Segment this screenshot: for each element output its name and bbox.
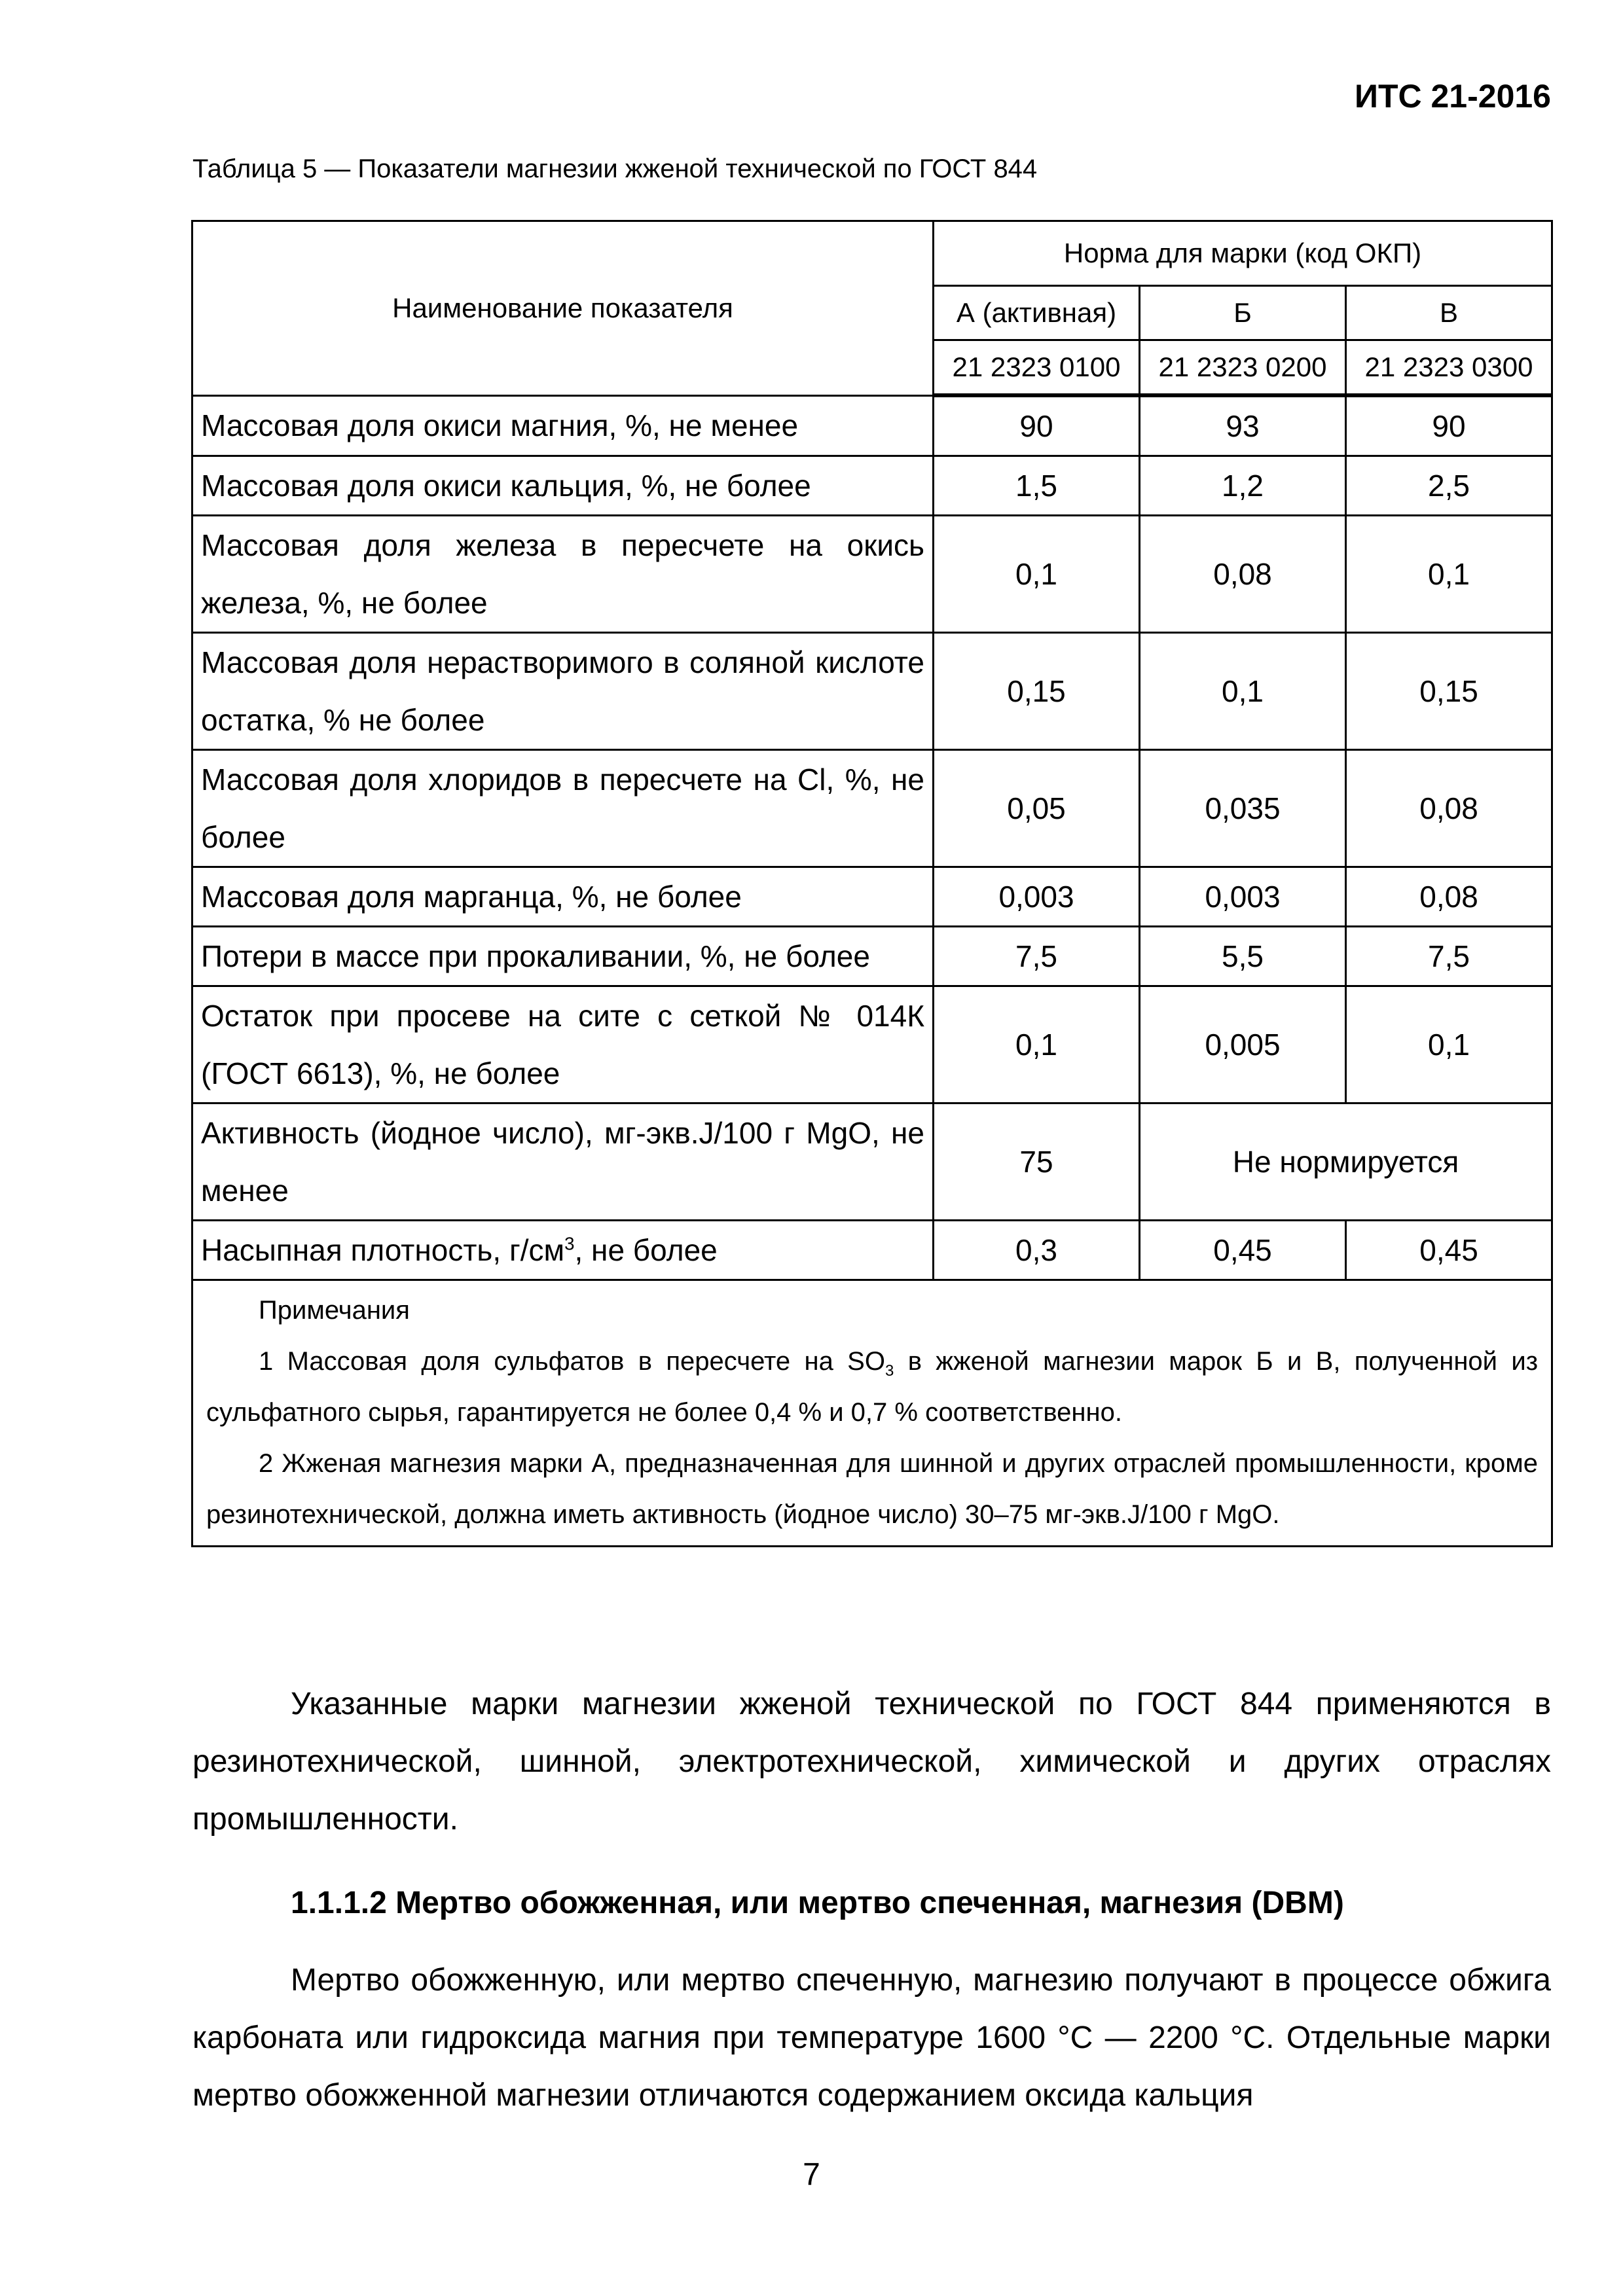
table-row xyxy=(192,633,1552,750)
value-grade-a: 0,15 xyxy=(934,633,1140,750)
value-grade-c: 0,15 xyxy=(1346,633,1552,750)
value-grade-a: 0,003 xyxy=(934,867,1140,927)
value-grade-c: 90 xyxy=(1346,395,1552,456)
value-grade-b: 5,5 xyxy=(1140,927,1346,986)
value-grade-b: 0,45 xyxy=(1140,1221,1346,1280)
header-grade-a: А (активная) xyxy=(934,286,1140,340)
table-caption: Таблица 5 — Показатели магнезии жженой технической по ГОСТ 844 xyxy=(192,154,1038,183)
table-notes xyxy=(192,1280,1552,1547)
note-2: 2 Жженая магнезия марки А, предназначенная для шинной и других отраслей промышленности, кроме резинотехнической, должна иметь активность (йодное число) 30–75 мг-экв.J/100 г MgO. xyxy=(206,1449,1539,1529)
row-name: Массовая доля окиси магния, %, не менее xyxy=(192,395,934,456)
row-name: Остаток при просеве на сите с сеткой № 014К (ГОСТ 6613), %, не более xyxy=(192,986,934,1103)
document-code: ИТС 21-2016 xyxy=(1355,78,1551,115)
notes-title: Примечания xyxy=(259,1296,410,1325)
table-row xyxy=(192,456,1552,516)
value-grade-c: 0,1 xyxy=(1346,516,1552,633)
value-grade-c: 7,5 xyxy=(1346,927,1552,986)
paragraph-grades-application: Указанные марки магнезии жженой технической по ГОСТ 844 применяются в резинотехнической, шинной, электротехнической, химической и других отраслях промышленности. xyxy=(192,1687,1551,1837)
row-name: Массовая доля нерастворимого в соляной кислоте остатка, % не более xyxy=(192,633,934,750)
section-heading: 1.1.1.2 Мертво обожженная, или мертво спеченная, магнезия (DBM) xyxy=(291,1886,1344,1920)
page-number: 7 xyxy=(803,2157,820,2192)
table-row xyxy=(192,986,1552,1103)
value-grade-b: 0,08 xyxy=(1140,516,1346,633)
paragraph-dbm-production: Мертво обожженную, или мертво спеченную, магнезию получают в процессе обжига карбоната или гидроксида магния при температуре 1600 °С — 2200 °С. Отдельные марки мертво обожженной магнезии отличаются содержанием оксида кальция xyxy=(192,1963,1551,2113)
table-row xyxy=(192,927,1552,986)
value-grade-b: 0,003 xyxy=(1140,867,1346,927)
value-grade-a: 7,5 xyxy=(934,927,1140,986)
value-grade-a: 0,1 xyxy=(934,986,1140,1103)
table-row xyxy=(192,1103,1552,1221)
value-grades-b-c: Не нормируется xyxy=(1140,1103,1552,1221)
row-name: Активность (йодное число), мг-экв.J/100 г MgO, не менее xyxy=(192,1103,934,1221)
value-grade-b: 0,1 xyxy=(1140,633,1346,750)
value-grade-c: 0,08 xyxy=(1346,867,1552,927)
table-row xyxy=(192,867,1552,927)
value-grade-a: 75 xyxy=(934,1103,1140,1221)
note-1: 1 Массовая доля сульфатов в пересчете на $SO_3$ в жженой магнезии марок Б и В, полученной из сульфатного сырья, гарантируется не более 0,4 % и 0,7 % соответственно. xyxy=(206,1347,1539,1427)
specification-table xyxy=(191,220,1553,1547)
value-grade-b: 93 xyxy=(1140,395,1346,456)
header-grade-b: Б xyxy=(1140,286,1346,340)
table-row xyxy=(192,750,1552,867)
value-grade-a: 0,1 xyxy=(934,516,1140,633)
row-name: Массовая доля окиси кальция, %, не более xyxy=(192,456,934,516)
header-grade-c: В xyxy=(1346,286,1552,340)
value-grade-c: 0,45 xyxy=(1346,1221,1552,1280)
row-name: Насыпная плотность, $г/см^3$, не более xyxy=(192,1221,934,1280)
table-header-row xyxy=(192,221,1552,286)
value-grade-b: 0,035 xyxy=(1140,750,1346,867)
value-grade-a: 1,5 xyxy=(934,456,1140,516)
value-grade-c: 2,5 xyxy=(1346,456,1552,516)
value-grade-c: 0,08 xyxy=(1346,750,1552,867)
table-row xyxy=(192,516,1552,633)
value-grade-b: 0,005 xyxy=(1140,986,1346,1103)
value-grade-c: 0,1 xyxy=(1346,986,1552,1103)
table-row xyxy=(192,395,1552,456)
row-name: Массовая доля марганца, %, не более xyxy=(192,867,934,927)
row-name: Потери в массе при прокаливании, %, не более xyxy=(192,927,934,986)
value-grade-a: 0,05 xyxy=(934,750,1140,867)
header-code-b: 21 2323 0200 xyxy=(1140,340,1346,396)
value-grade-a: 90 xyxy=(934,395,1140,456)
header-name-column: Наименование показателя xyxy=(192,221,934,396)
header-norm-group: Норма для марки (код ОКП) xyxy=(934,221,1552,286)
header-code-c: 21 2323 0300 xyxy=(1346,340,1552,396)
row-name: Массовая доля хлоридов в пересчете на Cl, %, не более xyxy=(192,750,934,867)
row-name: Массовая доля железа в пересчете на окись железа, %, не более xyxy=(192,516,934,633)
table-row xyxy=(192,1221,1552,1280)
value-grade-a: 0,3 xyxy=(934,1221,1140,1280)
notes-row xyxy=(192,1280,1552,1547)
header-code-a: 21 2323 0100 xyxy=(934,340,1140,396)
value-grade-b: 1,2 xyxy=(1140,456,1346,516)
